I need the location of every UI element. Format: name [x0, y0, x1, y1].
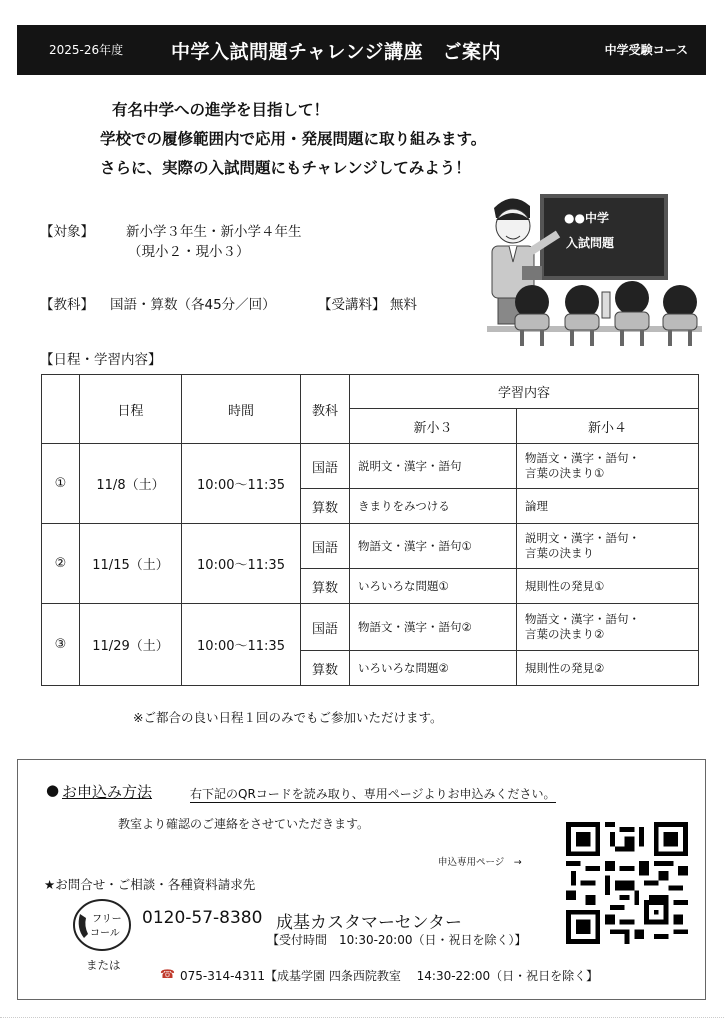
qr-code[interactable] — [566, 822, 688, 944]
phone-icon: ☎ — [160, 967, 175, 981]
schedule-table — [41, 374, 699, 686]
target-label: 【対象】 — [40, 224, 94, 240]
header-subject: 教科 — [301, 375, 350, 444]
intro-line-1: 有名中学への進学を目指して！ — [112, 101, 330, 119]
subjects-value: 国語・算数（各45分／回） — [110, 297, 276, 313]
session-time: 10:00～11:35 — [182, 524, 301, 604]
subject-cell: 算数 — [301, 569, 350, 604]
freecall-line-2: コール — [90, 928, 120, 939]
session-time: 10:00～11:35 — [182, 444, 301, 524]
apply-bullet: ● — [46, 781, 60, 799]
course-label: 中学受験コース — [604, 43, 688, 57]
subject-cell: 国語 — [301, 604, 350, 651]
grade4-content: 規則性の発見① — [517, 569, 699, 604]
classroom-illustration — [482, 190, 707, 350]
student-2 — [565, 285, 599, 346]
subject-cell: 算数 — [301, 651, 350, 686]
grade3-content: いろいろな問題① — [350, 569, 517, 604]
grade4-content: 規則性の発見② — [517, 651, 699, 686]
contact-heading: ★お問合せ・ご相談・各種資料請求先 — [44, 877, 256, 892]
reception-hours: 【受付時間 10:30-20:00（日・祝日を除く）】 — [267, 933, 527, 947]
grade3-content: 物語文・漢字・語句① — [350, 524, 517, 569]
subject-cell: 算数 — [301, 489, 350, 524]
intro-line-2: 学校での履修範囲内で応用・発展問題に取り組みます。 — [100, 130, 487, 148]
intro-line-3: さらに、実際の入試問題にもチャレンジしてみよう！ — [100, 159, 471, 177]
grade4-content: 物語文・漢字・語句・ 言葉の決まり② — [517, 604, 699, 651]
session-date: 11/15（土） — [80, 524, 182, 604]
apply-title: お申込み方法 — [62, 783, 153, 801]
student-4 — [663, 285, 697, 346]
grade4-content: 論理 — [517, 489, 699, 524]
subject-cell: 国語 — [301, 444, 350, 489]
freecall-logo — [72, 898, 132, 952]
table-row — [42, 444, 699, 489]
freecall-line-1: フリー — [92, 914, 122, 925]
header-date: 日程 — [80, 375, 182, 444]
session-num: ③ — [42, 604, 80, 686]
target-value: 新小学３年生・新小学４年生 — [126, 224, 302, 240]
phone-number[interactable]: 0120-57-8380 — [142, 908, 263, 928]
header-grade4: 新小４ — [517, 409, 699, 444]
fee-value: 無料 — [390, 297, 417, 313]
subject-cell: 国語 — [301, 524, 350, 569]
intro-text — [100, 96, 486, 183]
apply-confirm: 教室より確認のご連絡をさせていただきます。 — [118, 817, 370, 831]
table-row — [42, 524, 699, 569]
grade3-content: 物語文・漢字・語句② — [350, 604, 517, 651]
grade4-content: 説明文・漢字・語句・ 言葉の決まり — [517, 524, 699, 569]
header-content: 学習内容 — [350, 375, 699, 409]
or-label: または — [86, 958, 121, 972]
grade3-content: 説明文・漢字・語句 — [350, 444, 517, 489]
subjects-label: 【教科】 — [40, 297, 94, 313]
session-time: 10:00～11:35 — [182, 604, 301, 686]
board-line-1: ●●中学 — [564, 211, 609, 225]
header-bar — [17, 25, 706, 75]
table-row — [42, 604, 699, 651]
board-line-2: 入試問題 — [566, 236, 615, 250]
year-label: 2025-26年度 — [49, 43, 124, 57]
header-num — [42, 375, 80, 444]
qr-label: 申込専用ページ → — [438, 857, 522, 868]
fee-label: 【受講料】 — [318, 297, 386, 313]
page-title: 中学入試問題チャレンジ講座 ご案内 — [171, 41, 501, 63]
schedule-note: ※ご都合の良い日程１回のみでもご参加いただけます。 — [133, 710, 443, 725]
session-date: 11/29（土） — [80, 604, 182, 686]
student-3 — [602, 281, 649, 346]
student-1 — [515, 285, 549, 346]
phone2-line[interactable]: 075-314-4311【成基学園 四条西院教室 14:30-22:00（日・祝日を除く】 — [180, 969, 599, 983]
schedule-heading: 【日程・学習内容】 — [40, 352, 162, 368]
grade3-content: いろいろな問題② — [350, 651, 517, 686]
apply-desc: 右下記のQRコードを読み取り、専用ページよりお申込みください。 — [190, 787, 556, 801]
header-grade3: 新小３ — [350, 409, 517, 444]
grade3-content: きまりをみつける — [350, 489, 517, 524]
target-sub: （現小２・現小３） — [128, 244, 250, 260]
grade4-content: 物語文・漢字・語句・ 言葉の決まり① — [517, 444, 699, 489]
session-date: 11/8（土） — [80, 444, 182, 524]
session-num: ① — [42, 444, 80, 524]
center-name: 成基カスタマーセンター — [276, 913, 462, 933]
divider — [0, 1017, 724, 1018]
session-num: ② — [42, 524, 80, 604]
header-time: 時間 — [182, 375, 301, 444]
